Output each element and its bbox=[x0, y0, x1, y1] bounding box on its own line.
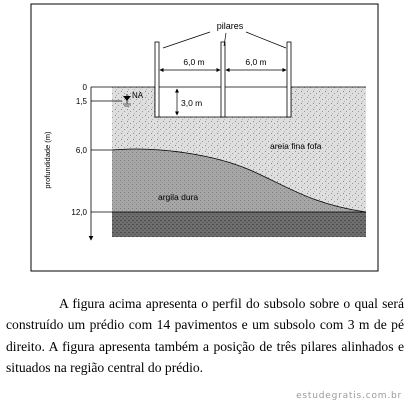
basement-depth-label: 3,0 m bbox=[181, 98, 203, 108]
pillar-center bbox=[221, 42, 225, 117]
pillars-label: pilares bbox=[216, 21, 244, 31]
spacing-left-label: 6,0 m bbox=[183, 57, 205, 67]
depth-tick-label-6: 6,0 bbox=[75, 146, 87, 155]
depth-axis-label: profundidade (m) bbox=[43, 131, 52, 189]
water-level-label: NA bbox=[132, 91, 144, 100]
depth-tick-label-0: 0 bbox=[82, 83, 87, 92]
depth-tick-label-12: 12,0 bbox=[71, 208, 87, 217]
sand-layer-label: areia fina fofa bbox=[270, 141, 322, 151]
depth-tick-label-1-5: 1,5 bbox=[75, 97, 87, 106]
site-watermark: estudegratis.com.br bbox=[296, 391, 402, 401]
pillar-right bbox=[287, 42, 291, 117]
spacing-right-label: 6,0 m bbox=[245, 57, 267, 67]
pillar-left bbox=[155, 42, 159, 117]
clay-layer-label: argila dura bbox=[158, 192, 199, 202]
clay-layer bbox=[112, 212, 366, 237]
figure-caption: A figura acima apresenta o perfil do subsolo sobre o qual será construído um prédio com 14 pavimentos e um subsolo com 3 m de pé direito. A figura apresenta também a posição de três pilares alinhados e situados na região central do prédio. bbox=[6, 296, 404, 375]
